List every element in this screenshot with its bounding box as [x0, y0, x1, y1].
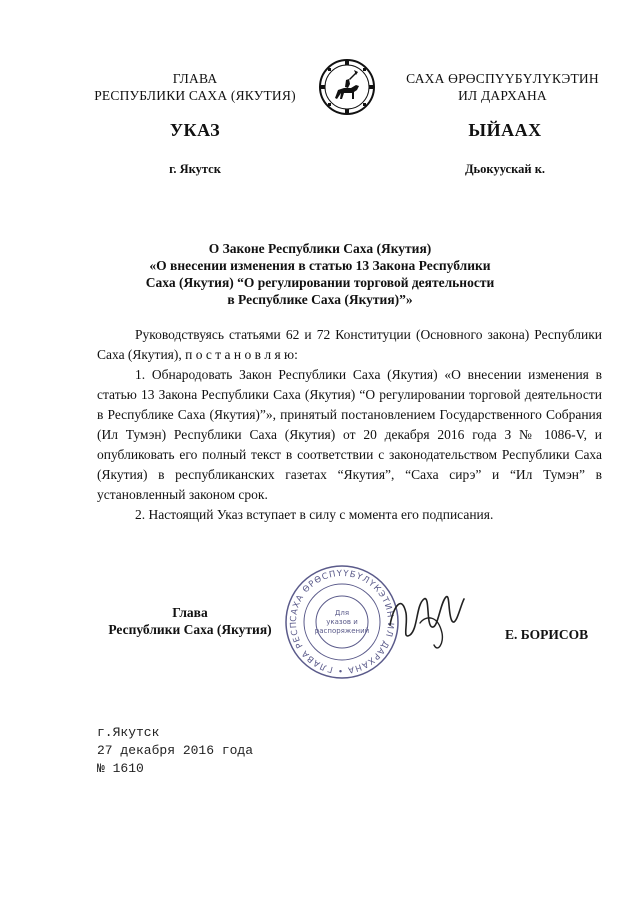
registration-date: 27 декабря 2016 года: [97, 743, 254, 758]
subject-line4: в Республике Саха (Якутия)”»: [227, 292, 413, 307]
issuer-left: [70, 70, 320, 104]
city-left: г. Якутск: [169, 162, 221, 176]
signatory-title: [90, 604, 290, 638]
subject-line3: Саха (Якутия) “О регулировании торговой деятельности: [145, 275, 495, 290]
item-2-paragraph: 2. Настоящий Указ вступает в силу с момента его подписания.: [135, 507, 494, 522]
issuer-right-line1: САХА ӨРӨСПҮҮБҮЛҮКЭТИН: [406, 71, 599, 86]
issuer-right: [385, 70, 620, 104]
issuer-left-line2: РЕСПУБЛИКИ САХА (ЯКУТИЯ): [94, 88, 296, 103]
signatory-title-line2: Республики Саха (Якутия): [108, 622, 272, 637]
coat-of-arms-icon: [318, 58, 376, 116]
document-body: [97, 325, 602, 525]
issuer-left-line1: ГЛАВА: [172, 71, 218, 86]
stamp-inner-line3: распоряжений: [314, 627, 370, 635]
intro-paragraph: Руководствуясь статьями 62 и 72 Конституции (Основного закона) Республики Саха (Якутия), п о с т а н о в л я ю:: [97, 327, 602, 362]
registration-block: [97, 724, 347, 778]
registration-number: № 1610: [97, 761, 144, 776]
handwritten-signature: [380, 585, 475, 660]
document-subject: [80, 240, 560, 308]
doc-type-right: ЫЙААХ: [468, 120, 542, 140]
issuer-right-line2: ИЛ ДАРХАНА: [458, 88, 547, 103]
subject-line1: О Законе Республики Саха (Якутия): [208, 241, 432, 256]
stamp-inner-line2: указов и: [326, 618, 358, 626]
signatory-name: Е. БОРИСОВ: [505, 627, 589, 642]
stamp-inner-line1: Для: [334, 609, 350, 617]
city-right: Дьокуускай к.: [464, 162, 546, 176]
registration-city: г.Якутск: [97, 725, 160, 740]
subject-line2: «О внесении изменения в статью 13 Закона Республики: [149, 258, 491, 273]
signatory-title-line1: Глава: [172, 605, 208, 620]
doc-type-left: УКАЗ: [169, 120, 221, 140]
item-1-paragraph: 1. Обнародовать Закон Республики Саха (Якутия) «О внесении изменения в статью 13 Закона Республики Саха (Якутия) “О регулировании торговой деятельности в Республике Саха (Якутия)”», принятый постановлением Государственного Собрания (Ил Тумэн) Республики Саха (Якутия) от 20 декабря 2016 года З № 1086-V, и опубликовать его полный текст в соответствии с законодательством Республики Саха (Якутия) в республиканских газетах “Якутия”, “Саха сирэ” и “Ил Тумэн” в установленный законом срок.: [97, 367, 602, 502]
stamp-outer-text: САХА ӨРӨСПҮҮБҮЛҮКЭТИН ИЛ ДАРХАНА • ГЛАВА РЕСП: [288, 568, 396, 676]
